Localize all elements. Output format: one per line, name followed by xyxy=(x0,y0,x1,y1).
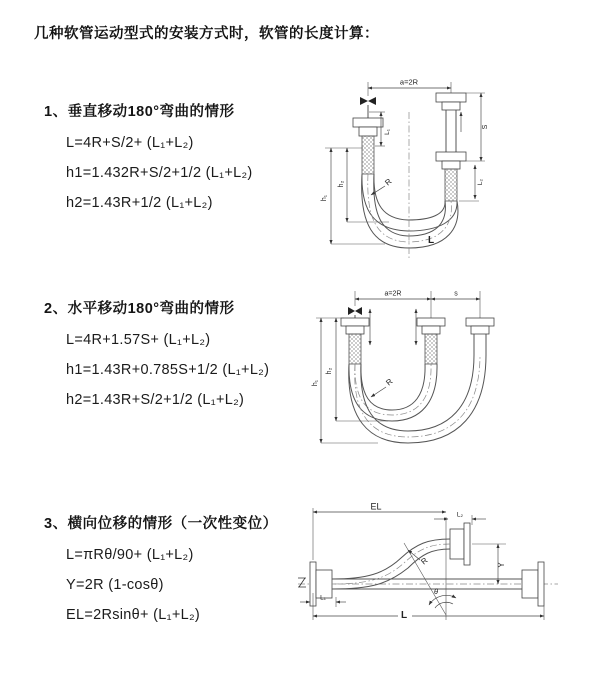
formula-line: Y=2R (1-cosθ) xyxy=(66,577,164,593)
dim-label-h2: h₂ xyxy=(338,180,345,188)
upper-right-flange xyxy=(450,523,470,565)
dim-label-length: L xyxy=(428,235,435,246)
dim-label-length: L xyxy=(401,610,408,621)
dim-label-l1: L₁ xyxy=(384,129,391,135)
dim-label-radius: R xyxy=(419,555,430,567)
braided-hose-section xyxy=(425,334,437,364)
lower-right-flange xyxy=(522,562,544,606)
formula-line: L=πRθ/90+ (L₁+L₂) xyxy=(66,547,194,563)
radius-callout xyxy=(371,377,395,397)
dim-label-h1: h₁ xyxy=(321,194,328,202)
formula-line: h2=1.43R+S/2+1/2 (L₁+L₂) xyxy=(66,392,245,408)
right-pipe-flanges xyxy=(436,93,466,201)
dim-label-radius: R xyxy=(383,176,394,188)
diagram-vertical-u-bend xyxy=(313,72,585,270)
dim-label-el: EL xyxy=(370,501,382,512)
dim-label-l2: L₂ xyxy=(477,178,484,186)
formula-line: h2=1.43R+1/2 (L₁+L₂) xyxy=(66,195,213,211)
l1-dimension xyxy=(300,595,346,608)
l2-dimension xyxy=(434,512,486,526)
dim-label-h2: h₂ xyxy=(326,367,333,375)
page-title: 几种软管运动型式的安装方式时，软管的长度计算： xyxy=(34,26,379,42)
diagram-lateral-displacement xyxy=(296,503,600,645)
formula-line: h1=1.432R+S/2+1/2 (L₁+L₂) xyxy=(66,165,253,181)
dim-label-a2r: a=2R xyxy=(399,77,419,87)
valve-icon xyxy=(348,307,362,318)
formula-line: L=4R+1.57S+ (L₁+L₂) xyxy=(66,332,211,348)
formula-line: EL=2Rsinθ+ (L₁+L₂) xyxy=(66,607,201,623)
section-1-heading: 1、垂直移动180°弯曲的情形 xyxy=(44,104,235,120)
y-dimension xyxy=(472,544,506,584)
dim-label-l2: L₂ xyxy=(456,511,464,519)
dim-label-s: S xyxy=(482,124,489,130)
flanges xyxy=(341,318,494,364)
dim-label-y: Y xyxy=(497,562,506,568)
dim-label-shift: s xyxy=(454,290,458,298)
dim-label-theta: θ xyxy=(433,587,439,596)
dimension-lines xyxy=(355,291,480,319)
braided-hose-section xyxy=(349,334,361,364)
hose-u-shapes xyxy=(349,355,486,443)
section-3-heading: 3、横向位移的情形（一次性变位） xyxy=(44,516,278,532)
axis-break-mark xyxy=(298,578,306,587)
section-vertical-movement xyxy=(44,100,253,211)
valve-icon xyxy=(360,97,376,118)
braided-hose-section xyxy=(445,169,457,201)
dim-label-a2r: a=2R xyxy=(384,290,402,298)
diagram-horizontal-u-bend xyxy=(308,283,598,463)
formula-line: L=4R+S/2+ (L₁+L₂) xyxy=(66,135,194,151)
dim-label-l1: L₁ xyxy=(320,594,326,602)
l-dimension xyxy=(313,593,544,621)
s-dimension xyxy=(466,93,489,161)
section-2-heading: 2、水平移动180°弯曲的情形 xyxy=(44,301,235,317)
section-horizontal-movement xyxy=(44,297,269,408)
dim-label-radius: R xyxy=(384,376,395,388)
formula-line: h1=1.43R+0.785S+1/2 (L₁+L₂) xyxy=(66,362,270,378)
braided-hose-section xyxy=(362,136,374,174)
hose-displaced-position xyxy=(332,539,450,589)
l2-dimension xyxy=(459,165,484,201)
dim-label-h1: h₁ xyxy=(312,379,319,387)
section-lateral-displacement xyxy=(44,512,278,623)
